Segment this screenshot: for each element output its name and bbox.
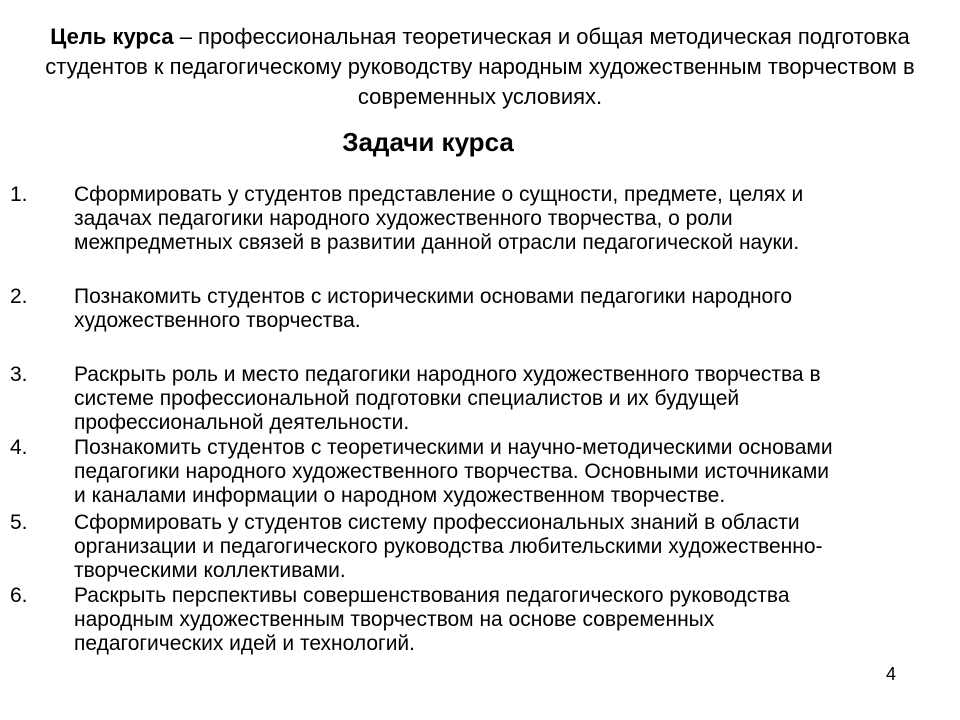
task-number: 2. <box>10 285 28 308</box>
task-text: Раскрыть перспективы совершенствования педагогического руководства народным художественным творчеством на основе современных педагогических идей и технологий. <box>74 584 790 655</box>
task-number: 5. <box>10 511 28 534</box>
course-goal-text: – профессиональная теоретическая и общая методическая подготовка студентов к педагогическому руководству народным художественным творчеством в современных условиях. <box>45 24 915 109</box>
task-number: 6. <box>10 584 28 607</box>
task-text: Познакомить студентов с историческими основами педагогики народного художественного творчества. <box>74 285 793 332</box>
task-text: Сформировать у студентов представление о сущности, предмете, целях и задачах педагогики народного художественного творчества, о роли межпредметных связей в развитии данной отрасли педагогической науки. <box>74 183 804 254</box>
task-text: Познакомить студентов с теоретическими и научно-методическими основами педагогики народного художественного творчества. Основными источниками и каналами информации о народном художественном творчестве. <box>74 436 833 507</box>
task-text: Раскрыть роль и место педагогики народного художественного творчества в системе профессиональной подготовки специалистов и их будущей профессиональной деятельности. <box>74 363 821 434</box>
task-number: 4. <box>10 436 28 459</box>
task-text: Сформировать у студентов систему профессиональных знаний в области организации и педагогического руководства любительскими художественно- творческими коллективами. <box>74 511 823 582</box>
task-number: 1. <box>10 183 28 206</box>
slide-number: 4 <box>886 664 897 684</box>
task-number: 3. <box>10 363 28 386</box>
tasks-heading: Задачи курса <box>342 127 514 157</box>
course-goal-label: Цель курса <box>50 24 174 49</box>
